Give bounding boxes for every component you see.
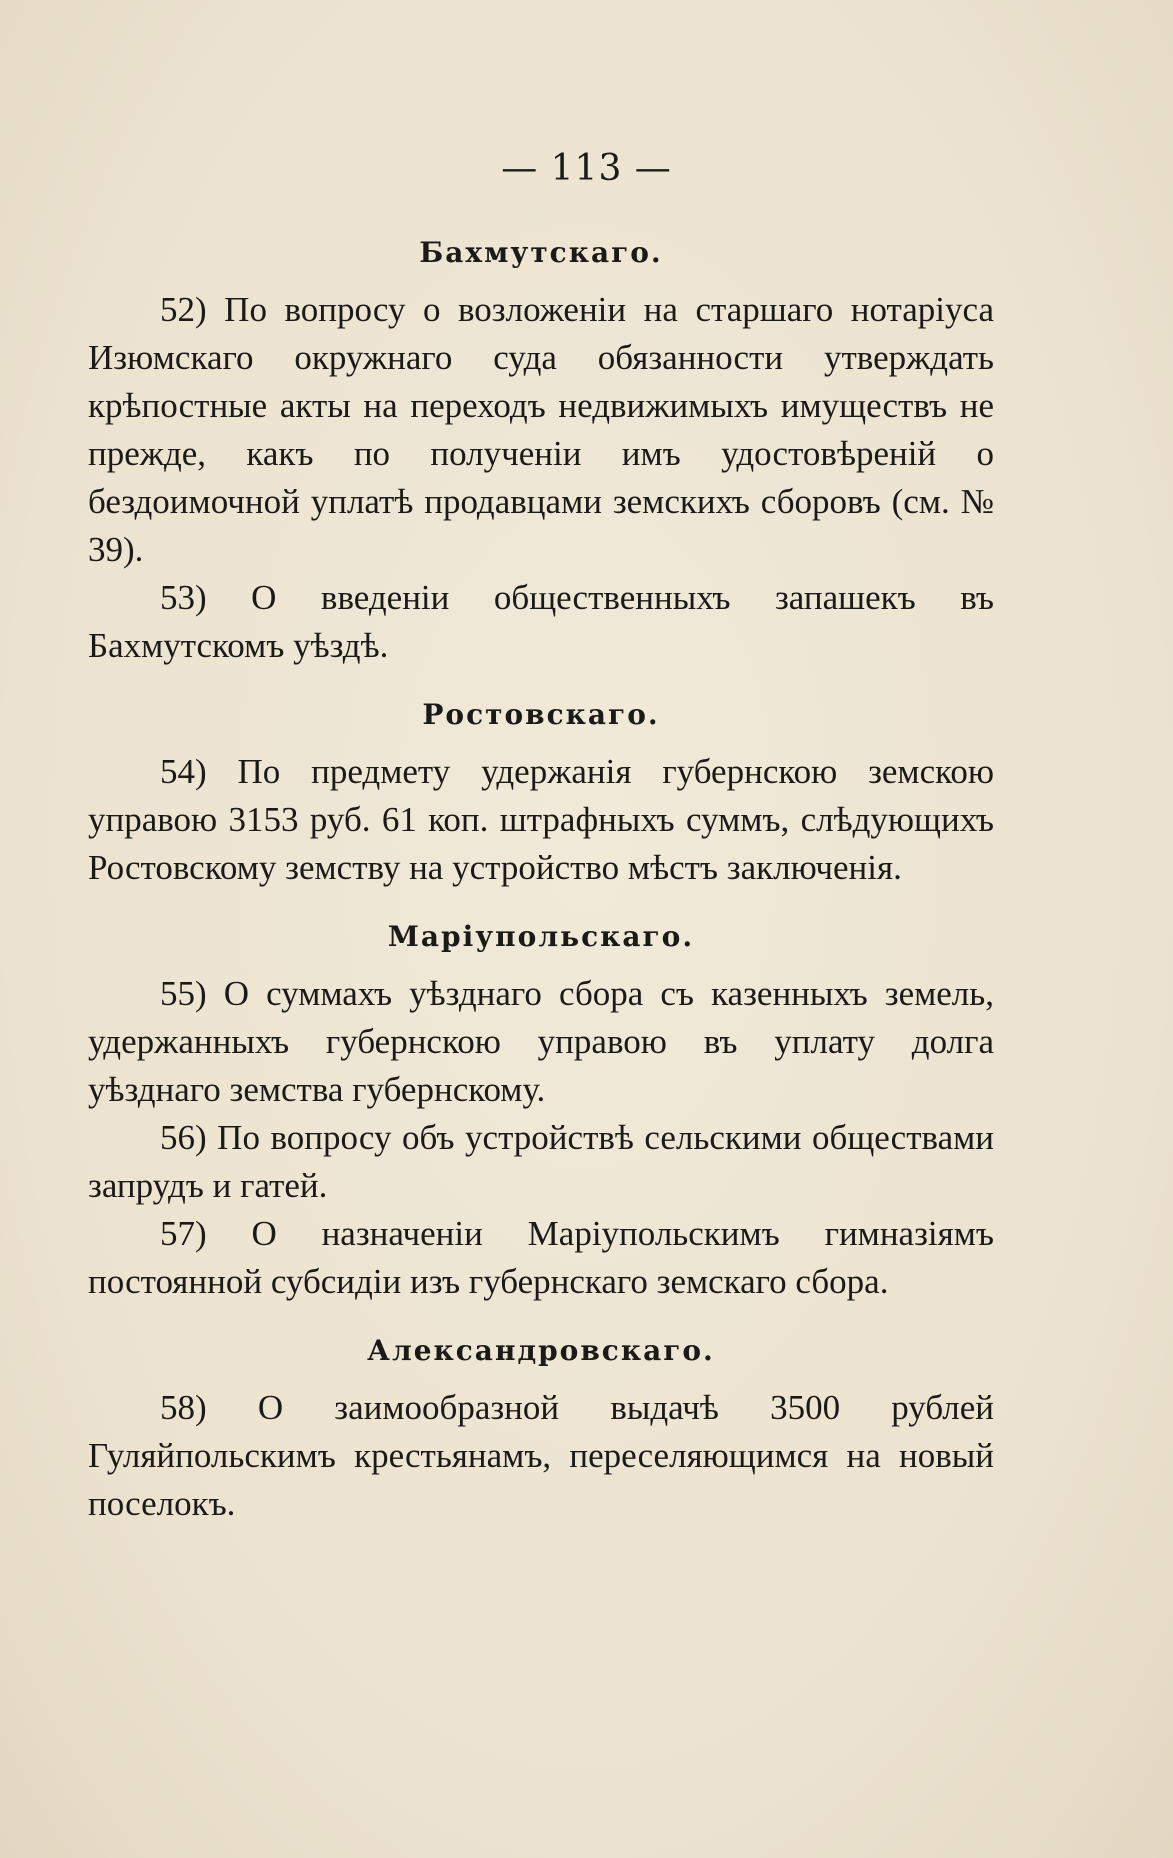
section-heading-mariupol: Маріупольскаго. <box>387 920 695 953</box>
section-heading-bakhmut: Бахмутскаго. <box>419 236 663 269</box>
item-58: 58) О заимообразной выдачѣ 3500 рублей Гуляйпольскимъ крестьянамъ, переселяющимся на новый поселокъ. <box>88 1388 994 1523</box>
item-56: 56) По вопросу объ устройствѣ сельскими обществами запрудъ и гатей. <box>88 1118 994 1205</box>
section-heading-rostov: Ростовскаго. <box>422 698 660 731</box>
item-53: 53) О введеніи общественныхъ запашекъ въ Бахмутскомъ уѣздѣ. <box>88 578 994 665</box>
item-52: 52) По вопросу о возложеніи на старшаго нотаріуса Изюмскаго окружнаго суда обязанности утверждать крѣпостные акты на переходъ недвижимыхъ имуществъ не прежде, какъ по полученіи имъ удостовѣреній о бездоимочной уплатѣ продавцами земскихъ сборовъ (см. № 39). <box>88 290 994 569</box>
item-55: 55) О суммахъ уѣзднаго сбора съ казенныхъ земель, удержанныхъ губернскою управою въ уплату долга уѣзднаго земства губернскому. <box>88 974 994 1109</box>
text-block <box>88 220 994 1528</box>
section-heading-aleksandrovsk: Александровскаго. <box>367 1334 715 1367</box>
page-number: — 113 — <box>501 148 672 189</box>
item-57: 57) О назначеніи Маріупольскимъ гимназіямъ постоянной субсидіи изъ губернскаго земскаго сбора. <box>88 1214 994 1301</box>
item-54: 54) По предмету удержанія губернскою земскою управою 3153 руб. 61 коп. штрафныхъ суммъ, слѣдующихъ Ростовскому земству на устройство мѣстъ заключенія. <box>88 752 994 887</box>
